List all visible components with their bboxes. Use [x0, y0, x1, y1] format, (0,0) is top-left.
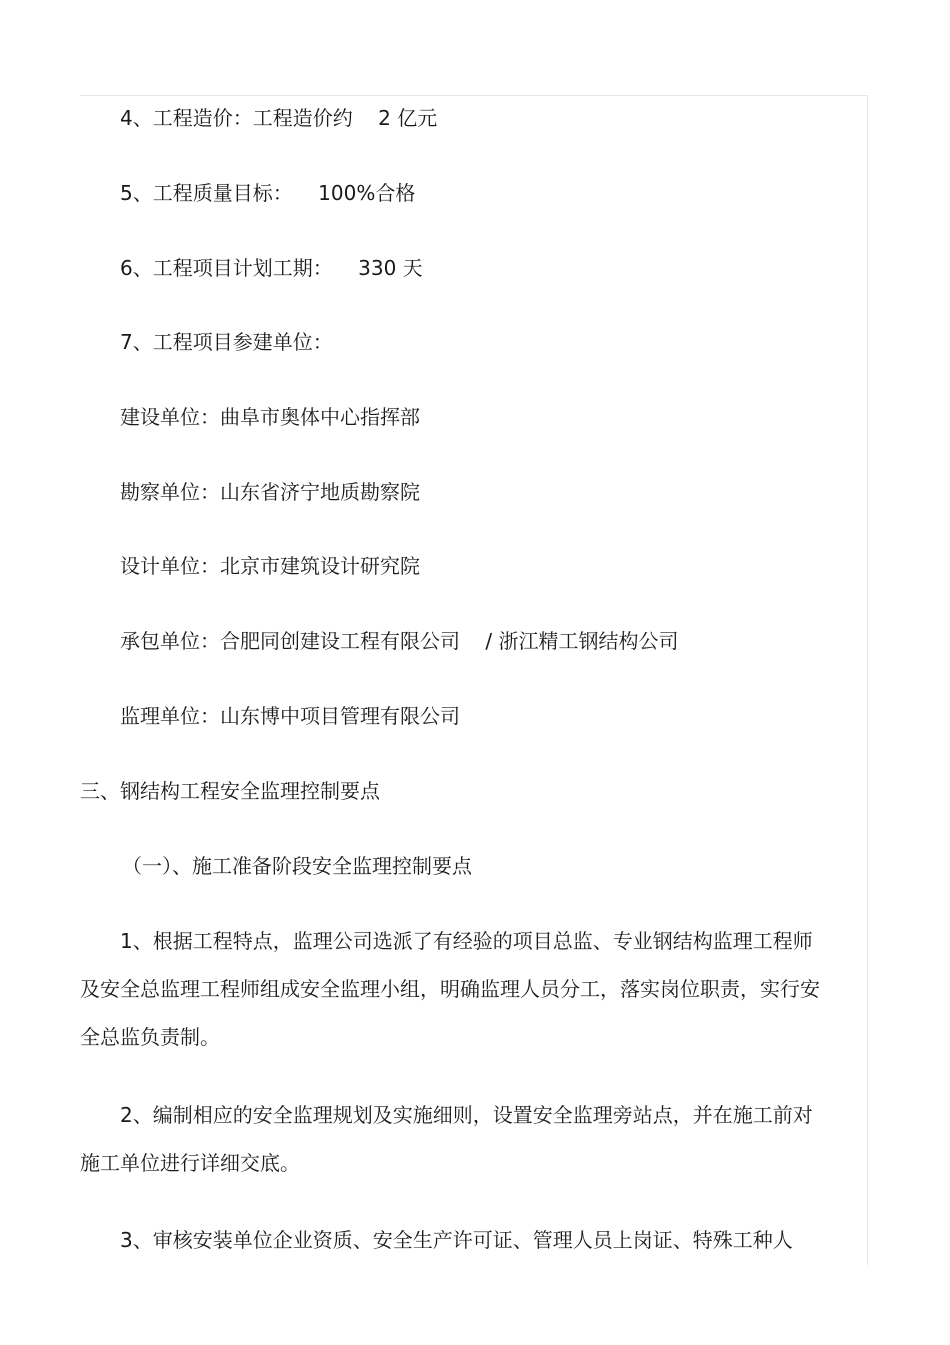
survey-unit-line: 勘察单位：山东省济宁地质勘察院 — [120, 480, 420, 504]
supervisor-unit-line: 监理单位：山东博中项目管理有限公司 — [120, 704, 460, 728]
contractor-unit-line: 承包单位：合肥同创建设工程有限公司 / 浙江精工钢结构公司 — [120, 629, 679, 653]
quality-target-line: 5、工程质量目标： 100%合格 — [120, 181, 416, 205]
participants-heading: 7、工程项目参建单位： — [120, 330, 333, 354]
owner-unit-line: 建设单位：曲阜市奥体中心指挥部 — [120, 405, 420, 429]
schedule-line: 6、工程项目计划工期： 330 天 — [120, 256, 423, 280]
design-unit-line: 设计单位：北京市建筑设计研究院 — [120, 554, 420, 578]
project-cost-line: 4、工程造价：工程造价约 2 亿元 — [120, 106, 438, 130]
paragraph-1: 1、根据工程特点，监理公司选派了有经验的项目总监、专业钢结构监理工程师及安全总监理工程师组成安全监理小组，明确监理人员分工，落实岗位职责，实行安全总监负责制。 — [80, 929, 820, 1049]
paragraph-2: 2、编制相应的安全监理规划及实施细则，设置安全监理旁站点，并在施工前对施工单位进行详细交底。 — [80, 1103, 813, 1175]
paragraph-3: 3、审核安装单位企业资质、安全生产许可证、管理人员上岗证、特殊工种人 — [120, 1228, 793, 1252]
section-heading: 三、钢结构工程安全监理控制要点 — [80, 779, 380, 803]
subsection-heading: （一）、施工准备阶段安全监理控制要点 — [122, 854, 472, 878]
